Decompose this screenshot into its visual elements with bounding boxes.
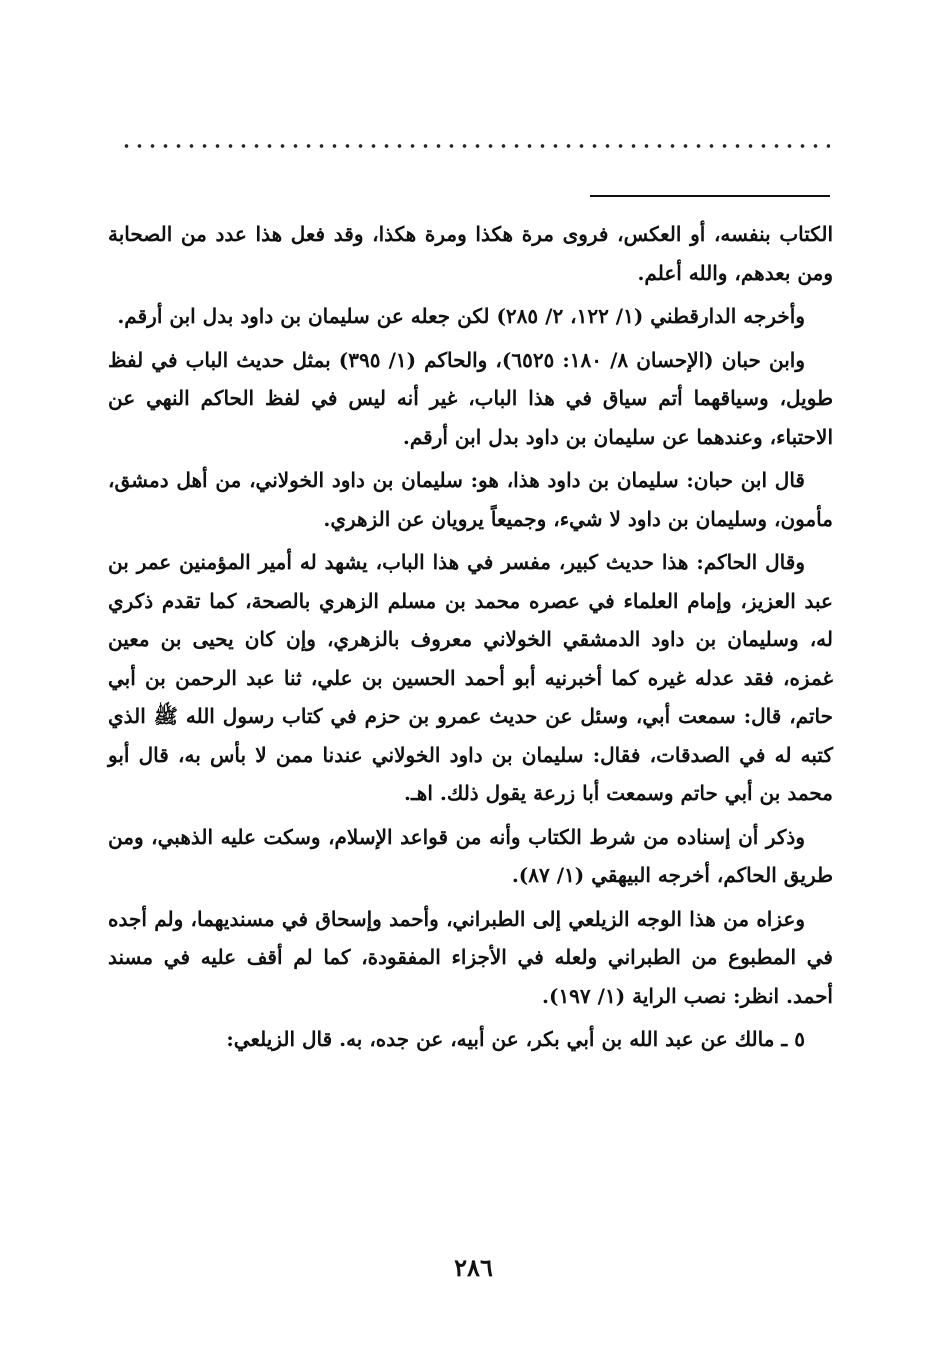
paragraph-2: وأخرجه الدارقطني (١/ ١٢٢، ٢/ ٢٨٥) لكن جعله عن سليمان بن داود بدل ابن أرقم. bbox=[117, 304, 805, 328]
footnote-separator-line bbox=[590, 195, 830, 197]
paragraph-7: وعزاه من هذا الوجه الزيلعي إلى الطبراني، وأحمد وإسحاق في مسنديهما، ولم أجده في المطبوع من الطبراني ولعله في الأجزاء المفقودة، كما لم أقف عليه في مسند أحمد. انظر: نصب الراية (١/ ١٩٧). bbox=[108, 906, 833, 1008]
paragraph-6: وذكر أن إسناده من شرط الكتاب وأنه من قواعد الإسلام، وسكت عليه الذهبي، ومن طريق الحاكم، أخرجه البيهقي (١/ ٨٧). bbox=[108, 824, 833, 887]
dotted-separator bbox=[120, 143, 830, 149]
paragraph-5: وقال الحاكم: هذا حديث كبير، مفسر في هذا الباب، يشهد له أمير المؤمنين عمر بن عبد العزيز، وإمام العلماء في عصره محمد بن مسلم الزهري بالصحة، كما تقدم ذكري له، وسليمان بن داود الدمشقي الخولاني معروف بالزهري، وإن كان يحيى بن معين غمزه، فقد عدله غيره كما أخبرنيه أبو أحمد الحسين بن علي، ثنا عبد الرحمن بن أبي حاتم، قال: سمعت أبي، وسئل عن حديث عمرو بن حزم في كتاب رسول الله ﷺ الذي كتبه له في الصدقات، فقال: سليمان بن داود الخولاني عندنا ممن لا بأس به، قال أبو محمد بن أبي حاتم وسمعت أبا زرعة يقول ذلك. اهـ. bbox=[108, 550, 833, 805]
page-body bbox=[108, 215, 833, 1064]
paragraph-1: الكتاب بنفسه، أو العكس، فروى مرة هكذا ومرة هكذا، وقد فعل هذا عدد من الصحابة ومن بعدهم، والله أعلم. bbox=[108, 222, 833, 285]
paragraph-4: قال ابن حبان: سليمان بن داود هذا، هو: سليمان بن داود الخولاني، من أهل دمشق، مأمون، وسليمان بن داود لا شيء، وجميعاً يرويان عن الزهري. bbox=[108, 468, 833, 531]
page-number: ٢٨٦ bbox=[454, 1253, 493, 1282]
paragraph-8: ٥ ـ مالك عن عبد الله بن أبي بكر، عن أبيه، عن جده، به. قال الزيلعي: bbox=[226, 1027, 805, 1051]
paragraph-3: وابن حبان (الإحسان ٨/ ١٨٠: ٦٥٢٥)، والحاكم (١/ ٣٩٥) بمثل حديث الباب في لفظ طويل، وسياقهما أتم سياق في هذا الباب، غير أنه ليس في لفظ الحاكم النهي عن الاحتباء، وعندهما عن سليمان بن داود بدل ابن أرقم. bbox=[108, 347, 833, 449]
